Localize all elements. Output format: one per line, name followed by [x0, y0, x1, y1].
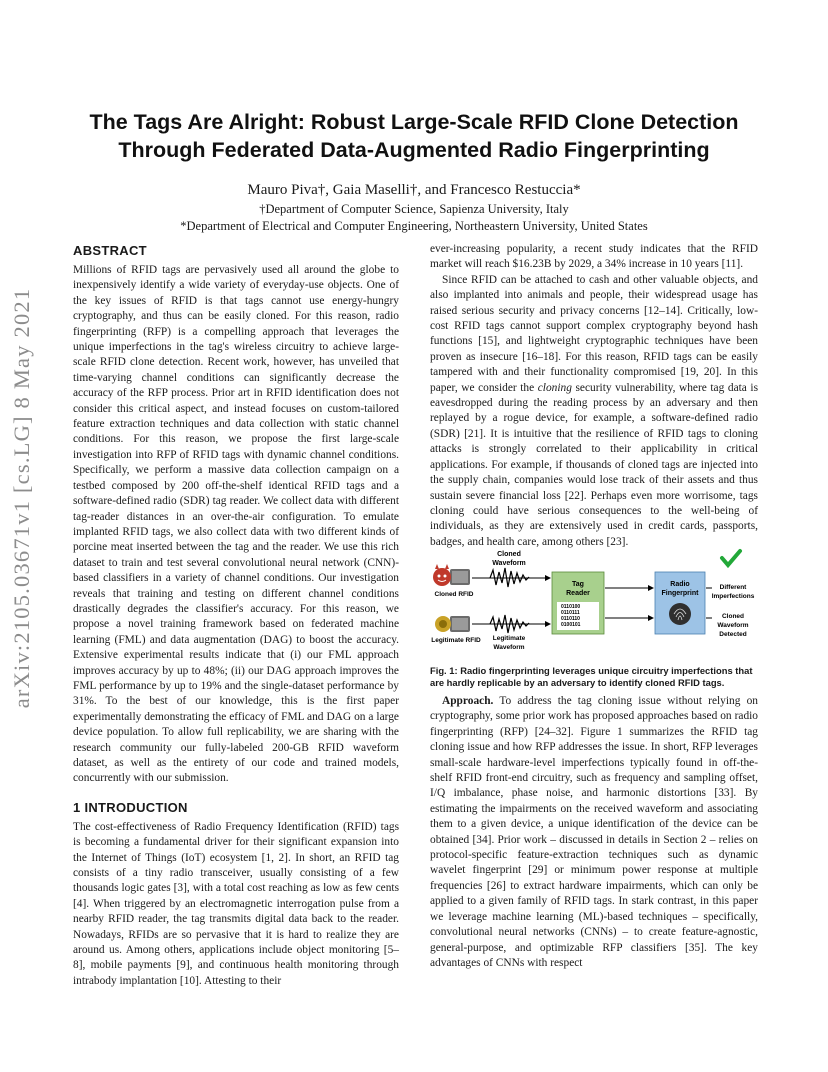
legit-rfid-icon: [435, 616, 470, 632]
right-paragraph-2: Since RFID can be attached to cash and other valuable objects, and also implanted into animals and people, their widespread usage has raised serious security and privacy concerns [12–14]. Critically, low-cost RFID tags cannot support complex cryptography beyond hash functions [15], and lightweight cryptographic techniques have been proven as insecure [16–18]. For this reason, RFID tags can be easily tampered with and their functionality compromised [19, 20]. In this paper, we consider the cloning security vulnerability, where tag data is eavesdropped during the reading process by an adversary and then replayed by a rogue device, for example, a software-defined radio (SDR) [21]. It is intuitive that the resilience of RFID tags to cloning attacks is strongly correlated to their applicability in critical applications. For example, if thousands of cloned tags are injected into the supply chain, companies would lose track of their assets and thus sustain severe financial loss [22]. Perhaps even more worrisome, tags cloning could have serious consequences to the well-being of individuals, as they are extensively used in credit cards, passports, badges, and health care, among others [23].: [430, 273, 759, 548]
intro-heading: 1 INTRODUCTION: [73, 799, 188, 815]
affiliation-2: *Department of Electrical and Computer Engineering, Northeastern University, United States: [180, 219, 648, 233]
svg-text:Waveform: Waveform: [493, 644, 525, 651]
svg-text:Tag: Tag: [572, 581, 584, 588]
figure-caption: Fig. 1: Radio fingerprinting leverages unique circuitry imperfections that are hardly replicable by an adversary to identify cloned RFID tags.: [430, 665, 753, 688]
svg-text:0100101: 0100101: [561, 622, 581, 628]
figure-1: [430, 548, 760, 660]
abstract-heading: ABSTRACT: [73, 243, 147, 258]
legit-waveform-label: Legitimate: [492, 635, 526, 642]
abstract-text: Millions of RFID tags are pervasively used all around the globe to inexpensively identify a wide variety of everyday-use objects. One of the key issues of RFID is that tags cannot use energy-hungry cryptography, and thus can be easily cloned. For this reason, radio fingerprinting (RFP) is a compelling approach that leverages the unique imperfections in the tag's wireless circuitry to achieve large-scale RFID clone detection. Recent work, however, has unveiled that time-varying channel conditions can significantly decrease the accuracy of the RFP process. Prior art in RFID identification does not consider this critical aspect, and instead focuses on custom-tailored feature extraction techniques and data collection with static channel conditions. For this reason, we propose the first large-scale investigation into RFP of RFID tags with dynamic channel conditions. Specifically, we perform a massive data collection campaign on a testbed composed by 200 off-the-shelf identical RFID tags and a software-defined radio (SDR) tag reader. We collect data with different tag-reader distances in an over-the-air configuration. To emulate implanted RFID tags, we also collect data with two different kinds of porcine meat inserted between the tag and the reader. We use this rich dataset to train and test several convolutional neural network (CNN)-based classifiers in a variety of channel conditions. Our investigation reveals that training and testing on different channel conditions drastically degrades the classifier's accuracy. For this reason, we propose a novel training framework based on federated machine learning (FML) and data augmentation (DAG) to boost the accuracy. Extensive experimental results indicate that (i) our FML approach improves accuracy by up to 48%; (ii) our DAG approach improves the FML performance by up to 19% and the single-dataset performance by 31%. To the best of our knowledge, this is the first paper experimentally demonstrating the efficacy of FML and DAG on a large device population. To allow full replicability, we are sharing with the research community our fully-labeled 200-GB RFID waveform dataset, as well as the entirety of our code and trained models, concurrently with our submission.: [73, 264, 399, 785]
svg-text:0110111: 0110111: [561, 610, 580, 616]
check-icon: [722, 551, 740, 565]
fingerprint-icon: [669, 603, 691, 625]
approach-paragraph: Approach. To address the tag cloning issue without relying on cryptography, some prior work has proposed approaches based on radio fingerprinting (RFP) [24–32]. Figure 1 summarizes the RFID tag cloning issue and how RFP addresses the issue. In short, RFP leverages small-scale hardware-level imperfections typically found in off-the-shelf RFID front-end circuitry, such as frequency and sampling offset, I/Q imbalance, phase noise, and harmonic distortions [33]. By estimating the impairments on the received waveform and associating them to a given device, a unique identification of the device can be obtained [34]. Prior work – discussed in details in Section 2 – relies on protocol-specific feature-extraction techniques such as dynamic wavelet fingerprint [29] or minimum power response at multiple frequencies [26] to extract hardware impairments, which can only be applied to a given family of RFID tags. In stark contrast, in this paper we leverage machine learning (ML)-based techniques – specifically, convolutional neural networks (CNNs) – to create feature-agnostic, general-purpose, and optimizable RFP classifiers [35]. The key advantages of CNNs with respect: [430, 695, 758, 969]
affiliation-1: †Department of Computer Science, Sapienza University, Italy: [259, 202, 569, 216]
legit-rfid-label: Legitimate RFID: [431, 637, 481, 644]
arxiv-side-label: arXiv:2105.03671v1 [cs.LG] 8 May 2021: [9, 287, 34, 709]
cloned-detected-label: Cloned: [721, 613, 745, 620]
svg-text:Imperfections: Imperfections: [711, 593, 755, 600]
right-paragraph-1: ever-increasing popularity, a recent study indicates that the RFID market will reach $16.23B by 2029, a 34% increase in 10 years [11].: [430, 243, 758, 271]
cloned-rfid-label: Cloned RFID: [434, 591, 474, 598]
left-column: [73, 242, 399, 989]
paper-title: The Tags Are Alright: Robust Large-Scale RFID Clone Detection Through Federated Data-Augmented Radio Fingerprinting: [89, 110, 739, 162]
cloned-waveform-label: Cloned: [497, 551, 521, 558]
svg-text:Radio: Radio: [670, 581, 690, 588]
svg-text:Waveform: Waveform: [492, 560, 526, 567]
svg-text:Reader: Reader: [566, 590, 590, 597]
different-imperfections-label: Different: [719, 584, 747, 591]
right-column-bottom: [430, 694, 758, 971]
authors: Mauro Piva†, Gaia Maselli†, and Francesco Restuccia*: [247, 182, 581, 198]
svg-text:0110110: 0110110: [561, 616, 580, 622]
right-column-top: [430, 242, 758, 550]
intro-text: The cost-effectiveness of Radio Frequency Identification (RFID) tags is becoming a fundamental driver for their significant expansion into the Internet of Things (IoT) ecosystem [1, 2]. In short, an RFID tag consists of a tiny radio transceiver, usually consisting of a few thousands logic gates [3], with a total cost reaching as low as few cents [4]. When triggered by an electromagnetic interrogation pulse from a nearby RFID reader, the tag transmits digital data back to the reader. Nowadays, RFIDs are so pervasive that it is hard to realize they are around us. Among others, applications include object monitoring [5–8], mobile payments [9], and continuous health monitoring through intrabody implantation [10]. Attesting to their: [73, 820, 399, 987]
cloned-rfid-icon: [433, 564, 470, 586]
svg-text:0110100: 0110100: [561, 604, 581, 610]
svg-text:Waveform: Waveform: [717, 622, 749, 629]
svg-text:Detected: Detected: [719, 631, 747, 638]
svg-text:Fingerprint: Fingerprint: [661, 590, 699, 597]
